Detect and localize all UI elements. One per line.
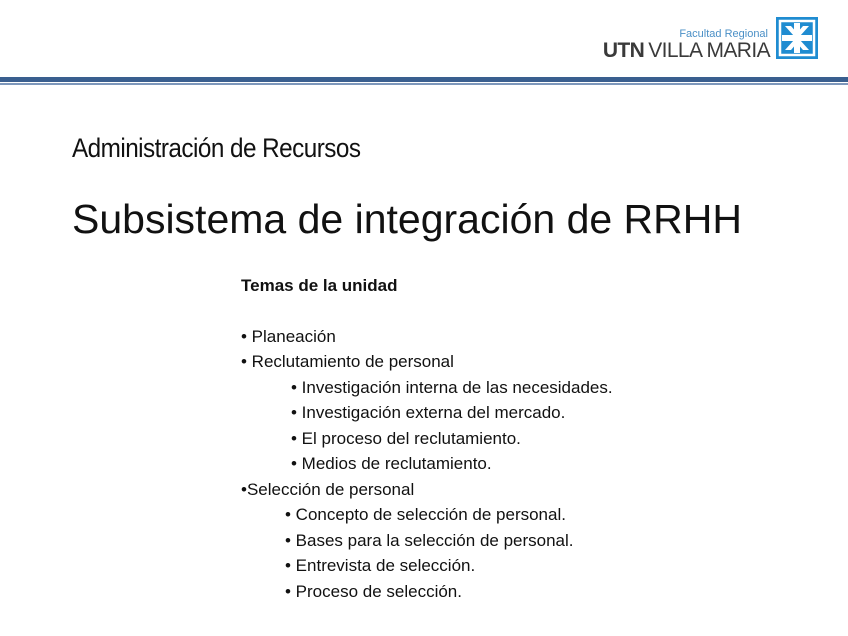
slide-title: Subsistema de integración de RRHH: [72, 196, 742, 242]
list-item: • Investigación interna de las necesidades.: [291, 378, 613, 397]
header-divider-line: [0, 83, 848, 85]
list-item: • El proceso del reclutamiento.: [291, 429, 521, 448]
header: [0, 0, 848, 76]
logo-facultad-regional: Facultad Regional: [679, 28, 768, 40]
logo-main-text: [603, 40, 770, 62]
list-item: • Investigación externa del mercado.: [291, 403, 566, 422]
logo-utn: UTN: [602, 39, 645, 62]
topics-heading: Temas de la unidad: [241, 276, 398, 295]
list-item: • Reclutamiento de personal: [241, 352, 454, 371]
list-item: • Medios de reclutamiento.: [291, 454, 492, 473]
logo-text: [603, 17, 770, 62]
utn-emblem-icon: [776, 17, 818, 59]
logo-villa-maria: VILLA MARIA: [648, 39, 770, 62]
slide-subtitle: Administración de Recursos: [72, 133, 361, 163]
list-item: • Proceso de selección.: [285, 582, 462, 601]
header-divider-bar: [0, 77, 848, 82]
list-item: • Planeación: [241, 327, 336, 346]
list-item: • Concepto de selección de personal.: [285, 505, 566, 524]
list-item: • Entrevista de selección.: [285, 556, 476, 575]
list-item: •Selección de personal: [241, 480, 415, 499]
utn-logo: [603, 17, 818, 61]
list-item: • Bases para la selección de personal.: [285, 531, 574, 550]
